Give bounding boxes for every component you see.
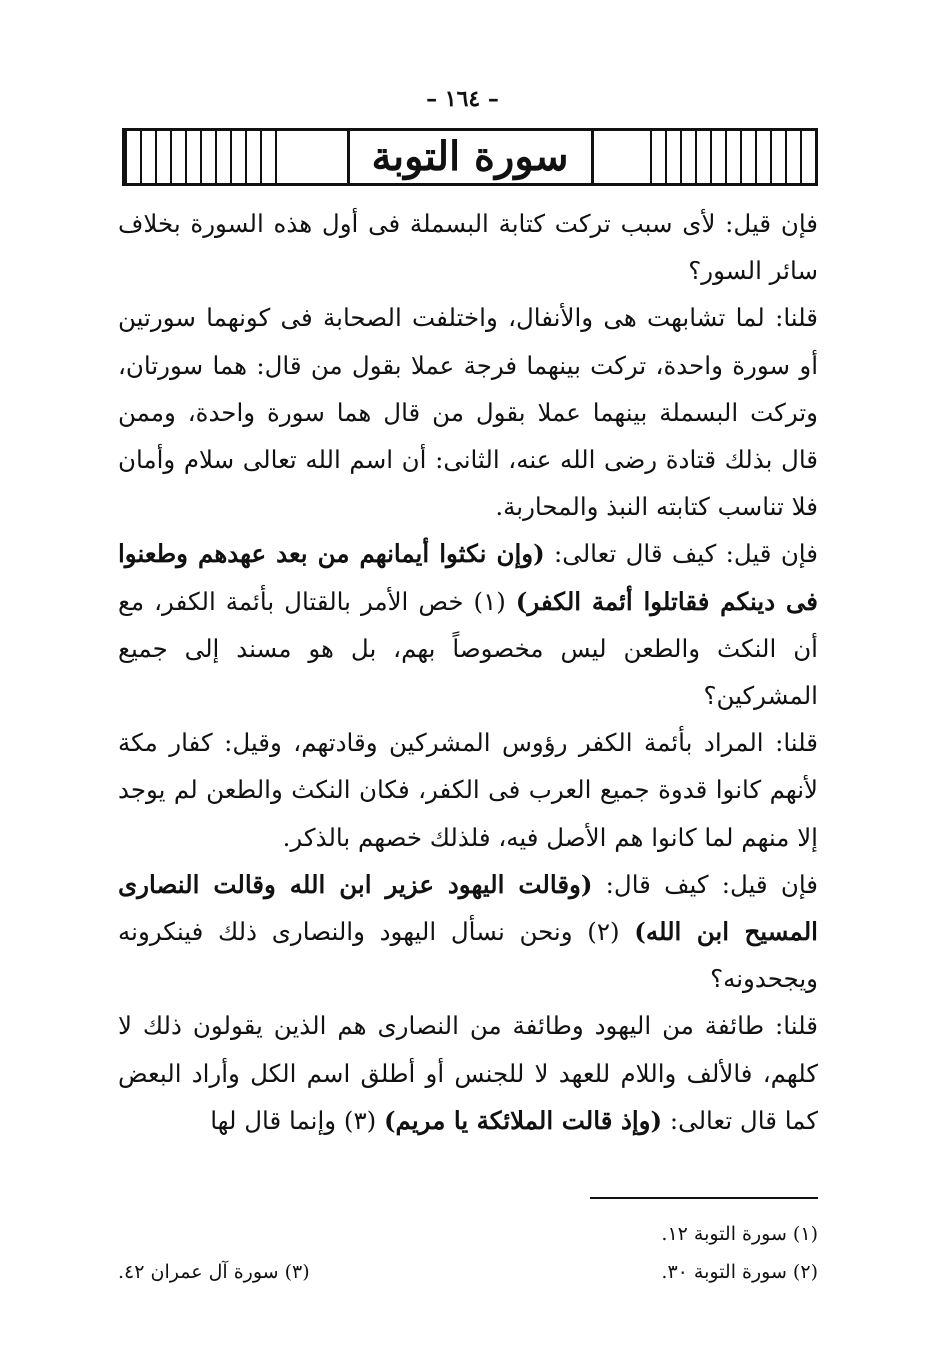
paragraph-answer-1: قلنا: لما تشابهت هى والأنفال، واختلفت الصحابة فى كونهما سورتين أو سورة واحدة، تركت بينهما فرجة عملا بقول من قال: هما سورتان، وتركت البسملة بينهما عملا بقول من قال هما سورة واحدة، وممن قال بذلك قتادة رضى الله عنه، الثانى: أن اسم الله تعالى سلام وأمان فلا تناسب كتابته النبذ والمحاربة. [118,303,818,522]
paragraph-text: قلنا: طائفة من اليهود وطائفة من النصارى هم الذين يقولون ذلك لا كلهم، فالألف واللام للعهد لا للجنس أو أطلق اسم الكل وأراد البعض كما قال تعالى: [118,1011,818,1135]
paragraph-text: فإن قيل: كيف قال تعالى: [544,539,818,569]
title-ornament-right [650,131,815,183]
footnote-2: (٢) سورة التوبة ٣٠. [661,1261,818,1283]
body-text [118,200,818,1144]
title-ornament-left [125,131,290,183]
footnotes [118,1215,818,1291]
paragraph-answer-3 [118,1002,818,1144]
paragraph-text: (٢) ونحن نسأل اليهود والنصارى ذلك فينكرونه ويجحدونه؟ [118,917,818,994]
footnote-3: (٣) سورة آل عمران ٤٢. [118,1261,310,1283]
paragraph-text: (٣) وإنما قال لها [210,1105,384,1135]
paragraph-answer-2: قلنا: المراد بأئمة الكفر رؤوس المشركين وقادتهم، وقيل: كفار مكة لأنهم كانوا قدوة جميع العرب فى الكفر، فكان النكث والطعن لم يوجد إلا منهم لما كانوا هم الأصل فيه، فلذلك خصهم بالذكر. [118,728,818,852]
footnote-divider [590,1197,818,1199]
chapter-title: سورة التوبة [347,131,594,183]
quran-quote: (وإذ قالت الملائكة يا مريم) [383,1105,663,1135]
paragraph-text: فإن قيل: كيف قال: [592,869,818,899]
page-number: – ١٦٤ – [426,86,499,112]
paragraph-question-3 [118,861,818,1003]
chapter-title-box [122,128,818,186]
paragraph-question-1: فإن قيل: لأى سبب تركت كتابة البسملة فى أول هذه السورة بخلاف سائر السور؟ [118,209,818,286]
quran-quote: (وقالت اليهود عزير ابن الله وقالت النصارى المسيح ابن الله) [118,869,818,947]
paragraph-text: (١) خص الأمر بالقتال بأئمة الكفر، مع أن النكث والطعن ليس مخصوصاً بهم، بل هو مسند إلى جميع المشركين؟ [118,586,818,711]
paragraph-question-2 [118,530,818,719]
quran-quote: (وإن نكثوا أيمانهم من بعد عهدهم وطعنوا فى دينكم فقاتلوا أئمة الكفر) [118,539,818,616]
footnote-1: (١) سورة التوبة ١٢. [661,1223,818,1245]
